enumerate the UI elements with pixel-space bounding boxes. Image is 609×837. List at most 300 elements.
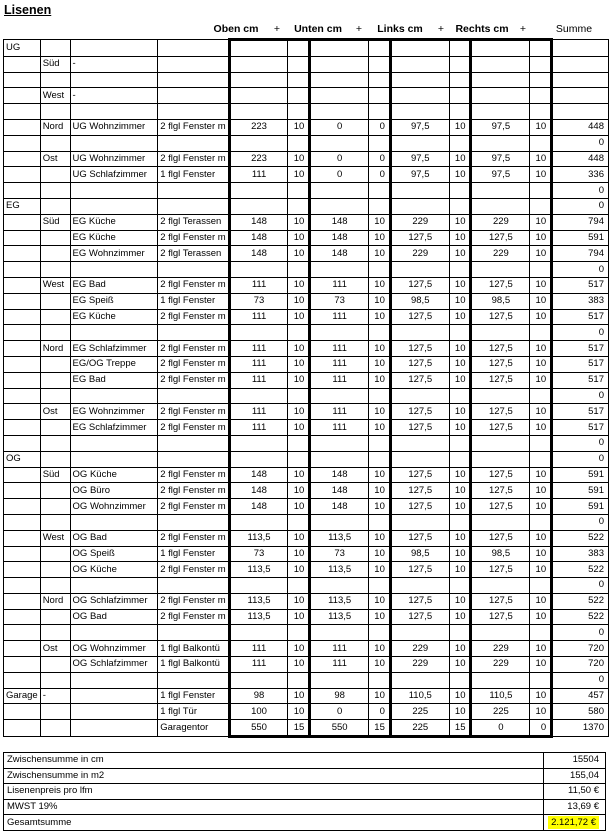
cell-typ: 2 flgl Fenster m [158, 151, 229, 167]
cell-plus-links [449, 625, 471, 641]
cell-plus-unten [369, 72, 391, 88]
cell-links [390, 625, 449, 641]
cell-plus-rechts: 10 [530, 420, 552, 436]
cell-geschoss [4, 151, 41, 167]
cell-links [390, 88, 449, 104]
cell-plus-links: 10 [449, 309, 471, 325]
cell-plus-links: 10 [449, 641, 471, 657]
cell-rechts: 97,5 [471, 167, 530, 183]
cell-rechts: 127,5 [471, 420, 530, 436]
cell-unten: 113,5 [310, 530, 369, 546]
cell-seite: Nord [40, 593, 70, 609]
cell-plus-unten [369, 578, 391, 594]
cell-typ: 2 flgl Fenster m [158, 499, 229, 515]
cell-plus-oben: 10 [288, 341, 310, 357]
cell-seite [40, 372, 70, 388]
cell-plus-rechts [530, 72, 552, 88]
cell-geschoss [4, 214, 41, 230]
cell-links: 127,5 [390, 562, 449, 578]
cell-plus-rechts: 10 [530, 167, 552, 183]
cell-summe: 0 [552, 672, 609, 688]
cell-unten: 111 [310, 341, 369, 357]
cell-rechts [471, 451, 530, 467]
cell-unten: 0 [310, 167, 369, 183]
cell-plus-unten: 10 [369, 420, 391, 436]
cell-plus-rechts: 0 [530, 720, 552, 737]
table-row [4, 483, 609, 499]
cell-summe: 0 [552, 435, 609, 451]
cell-unten [310, 72, 369, 88]
cell-seite [40, 546, 70, 562]
cell-links: 127,5 [390, 530, 449, 546]
cell-raum [70, 104, 158, 120]
cell-links: 127,5 [390, 609, 449, 625]
table-row [4, 230, 609, 246]
cell-summe: 0 [552, 262, 609, 278]
cell-links: 98,5 [390, 546, 449, 562]
cell-rechts: 225 [471, 704, 530, 720]
cell-links: 229 [390, 246, 449, 262]
cell-seite: Süd [40, 467, 70, 483]
cell-summe: 522 [552, 609, 609, 625]
cell-geschoss [4, 388, 41, 404]
cell-oben: 111 [229, 641, 288, 657]
cell-seite [40, 720, 70, 737]
cell-summe: 517 [552, 277, 609, 293]
header-plus-oben: + [273, 23, 281, 35]
cell-rechts: 98,5 [471, 293, 530, 309]
cell-links [390, 40, 449, 57]
cell-plus-links: 10 [449, 151, 471, 167]
cell-typ [158, 72, 229, 88]
cell-plus-links: 10 [449, 467, 471, 483]
cell-raum: EG Schlafzimmer [70, 420, 158, 436]
cell-plus-rechts: 10 [530, 467, 552, 483]
cell-summe: 0 [552, 388, 609, 404]
cell-plus-oben: 10 [288, 562, 310, 578]
cell-typ [158, 388, 229, 404]
cell-unten: 148 [310, 467, 369, 483]
cell-plus-oben: 10 [288, 546, 310, 562]
cell-plus-unten: 10 [369, 609, 391, 625]
cell-plus-unten [369, 198, 391, 214]
cell-plus-oben: 10 [288, 230, 310, 246]
totals-table [3, 752, 606, 831]
cell-typ: 2 flgl Terassen [158, 214, 229, 230]
cell-plus-rechts [530, 672, 552, 688]
table-row [4, 372, 609, 388]
cell-links: 127,5 [390, 404, 449, 420]
cell-links: 127,5 [390, 467, 449, 483]
cell-plus-unten: 10 [369, 562, 391, 578]
cell-oben: 73 [229, 293, 288, 309]
cell-oben [229, 104, 288, 120]
cell-oben: 148 [229, 246, 288, 262]
cell-summe: 794 [552, 246, 609, 262]
cell-seite: Nord [40, 341, 70, 357]
cell-seite: Süd [40, 214, 70, 230]
cell-unten: 111 [310, 356, 369, 372]
cell-plus-links: 10 [449, 499, 471, 515]
cell-raum: EG Speiß [70, 293, 158, 309]
cell-geschoss [4, 483, 41, 499]
cell-links [390, 72, 449, 88]
cell-rechts [471, 625, 530, 641]
cell-seite: Ost [40, 404, 70, 420]
cell-rechts: 127,5 [471, 530, 530, 546]
cell-plus-oben [288, 435, 310, 451]
cell-links: 127,5 [390, 277, 449, 293]
cell-links: 127,5 [390, 593, 449, 609]
cell-typ: 2 flgl Fenster m [158, 119, 229, 135]
cell-oben: 73 [229, 546, 288, 562]
cell-plus-links: 10 [449, 277, 471, 293]
table-row [4, 356, 609, 372]
cell-rechts: 229 [471, 641, 530, 657]
table-row [4, 72, 609, 88]
cell-plus-unten: 10 [369, 657, 391, 673]
cell-links [390, 325, 449, 341]
cell-plus-rechts: 10 [530, 609, 552, 625]
cell-typ: 2 flgl Fenster m [158, 530, 229, 546]
table-row [4, 435, 609, 451]
cell-plus-oben: 10 [288, 704, 310, 720]
totals-row [4, 799, 606, 815]
table-row [4, 704, 609, 720]
cell-unten: 73 [310, 546, 369, 562]
cell-plus-links: 10 [449, 483, 471, 499]
cell-plus-oben: 10 [288, 404, 310, 420]
cell-plus-rechts [530, 183, 552, 199]
cell-unten [310, 198, 369, 214]
cell-seite: West [40, 88, 70, 104]
cell-plus-rechts: 10 [530, 230, 552, 246]
cell-plus-unten [369, 388, 391, 404]
cell-links [390, 435, 449, 451]
cell-plus-unten: 10 [369, 341, 391, 357]
cell-rechts: 97,5 [471, 151, 530, 167]
cell-plus-unten: 15 [369, 720, 391, 737]
cell-oben [229, 672, 288, 688]
cell-typ [158, 672, 229, 688]
cell-plus-links: 10 [449, 546, 471, 562]
cell-summe: 517 [552, 372, 609, 388]
cell-plus-links [449, 514, 471, 530]
table-row [4, 183, 609, 199]
cell-raum [70, 720, 158, 737]
cell-summe: 0 [552, 625, 609, 641]
cell-typ: 2 flgl Fenster m [158, 230, 229, 246]
cell-typ: 2 flgl Fenster m [158, 277, 229, 293]
cell-seite [40, 483, 70, 499]
cell-summe: 591 [552, 230, 609, 246]
cell-summe: 580 [552, 704, 609, 720]
cell-geschoss [4, 593, 41, 609]
cell-raum [70, 704, 158, 720]
cell-links: 229 [390, 641, 449, 657]
cell-geschoss [4, 341, 41, 357]
cell-unten: 113,5 [310, 593, 369, 609]
cell-plus-rechts: 10 [530, 562, 552, 578]
cell-rechts [471, 325, 530, 341]
cell-plus-links: 10 [449, 356, 471, 372]
cell-plus-links [449, 451, 471, 467]
cell-plus-oben: 10 [288, 372, 310, 388]
cell-oben: 148 [229, 483, 288, 499]
cell-plus-rechts: 10 [530, 657, 552, 673]
cell-plus-rechts: 10 [530, 372, 552, 388]
cell-geschoss: EG [4, 198, 41, 214]
cell-links: 127,5 [390, 372, 449, 388]
cell-rechts: 127,5 [471, 483, 530, 499]
cell-plus-unten [369, 451, 391, 467]
cell-plus-unten: 10 [369, 530, 391, 546]
cell-links [390, 578, 449, 594]
cell-seite [40, 388, 70, 404]
table-row [4, 293, 609, 309]
table-row [4, 56, 609, 72]
cell-plus-rechts: 10 [530, 546, 552, 562]
table-row [4, 672, 609, 688]
cell-plus-unten: 0 [369, 704, 391, 720]
cell-plus-oben [288, 514, 310, 530]
table-row [4, 609, 609, 625]
cell-plus-rechts: 10 [530, 214, 552, 230]
cell-plus-oben [288, 325, 310, 341]
cell-seite [40, 262, 70, 278]
cell-plus-rechts [530, 451, 552, 467]
cell-typ: 1 flgl Balkontü [158, 657, 229, 673]
cell-raum: OG Wohnzimmer [70, 641, 158, 657]
cell-unten: 148 [310, 499, 369, 515]
table-row [4, 499, 609, 515]
totals-row [4, 784, 606, 800]
cell-geschoss [4, 530, 41, 546]
cell-links [390, 104, 449, 120]
cell-raum [70, 514, 158, 530]
cell-unten [310, 88, 369, 104]
cell-plus-links: 10 [449, 119, 471, 135]
cell-seite [40, 246, 70, 262]
cell-oben: 100 [229, 704, 288, 720]
cell-plus-rechts: 10 [530, 151, 552, 167]
cell-plus-rechts [530, 88, 552, 104]
cell-raum [70, 135, 158, 151]
cell-typ [158, 135, 229, 151]
cell-geschoss [4, 230, 41, 246]
cell-rechts [471, 183, 530, 199]
cell-plus-unten [369, 325, 391, 341]
cell-typ: 2 flgl Fenster m [158, 356, 229, 372]
cell-plus-rechts: 10 [530, 499, 552, 515]
cell-links: 127,5 [390, 341, 449, 357]
cell-oben: 111 [229, 356, 288, 372]
cell-summe: 457 [552, 688, 609, 704]
cell-plus-unten [369, 104, 391, 120]
totals-label: Zwischensumme in cm [4, 753, 544, 769]
cell-plus-rechts: 10 [530, 483, 552, 499]
cell-seite: Ost [40, 641, 70, 657]
cell-unten: 111 [310, 420, 369, 436]
cell-rechts [471, 88, 530, 104]
cell-oben: 98 [229, 688, 288, 704]
cell-plus-unten [369, 514, 391, 530]
cell-raum: OG Büro [70, 483, 158, 499]
cell-oben [229, 135, 288, 151]
cell-plus-rechts: 10 [530, 277, 552, 293]
cell-rechts: 127,5 [471, 562, 530, 578]
cell-unten: 0 [310, 119, 369, 135]
cell-seite [40, 325, 70, 341]
cell-unten [310, 451, 369, 467]
cell-links: 97,5 [390, 151, 449, 167]
cell-unten [310, 183, 369, 199]
cell-plus-unten [369, 672, 391, 688]
cell-summe [552, 72, 609, 88]
totals-value: 15504 [544, 753, 606, 769]
cell-plus-unten: 10 [369, 372, 391, 388]
cell-seite [40, 72, 70, 88]
cell-plus-unten: 10 [369, 404, 391, 420]
totals-row [4, 753, 606, 769]
table-row [4, 657, 609, 673]
cell-plus-oben: 10 [288, 246, 310, 262]
cell-typ: 1 flgl Balkontü [158, 641, 229, 657]
cell-geschoss [4, 372, 41, 388]
cell-plus-oben: 10 [288, 309, 310, 325]
cell-geschoss [4, 356, 41, 372]
table-row [4, 262, 609, 278]
cell-seite [40, 499, 70, 515]
cell-typ [158, 451, 229, 467]
cell-plus-oben: 10 [288, 293, 310, 309]
header-plus-rechts: + [519, 23, 527, 35]
table-row [4, 104, 609, 120]
cell-geschoss [4, 467, 41, 483]
cell-geschoss [4, 277, 41, 293]
cell-unten: 113,5 [310, 562, 369, 578]
cell-summe: 517 [552, 341, 609, 357]
cell-links: 127,5 [390, 230, 449, 246]
cell-rechts: 127,5 [471, 230, 530, 246]
cell-unten [310, 435, 369, 451]
cell-plus-unten [369, 40, 391, 57]
cell-typ: 2 flgl Fenster m [158, 372, 229, 388]
cell-summe: 0 [552, 451, 609, 467]
cell-typ [158, 40, 229, 57]
cell-unten [310, 104, 369, 120]
cell-plus-unten [369, 183, 391, 199]
cell-rechts: 127,5 [471, 593, 530, 609]
cell-links: 127,5 [390, 499, 449, 515]
cell-plus-rechts: 10 [530, 688, 552, 704]
cell-plus-unten [369, 135, 391, 151]
cell-plus-links: 10 [449, 609, 471, 625]
cell-rechts: 127,5 [471, 372, 530, 388]
cell-plus-unten: 0 [369, 167, 391, 183]
cell-summe: 720 [552, 657, 609, 673]
cell-unten [310, 672, 369, 688]
cell-plus-oben [288, 262, 310, 278]
cell-plus-oben: 10 [288, 277, 310, 293]
cell-summe: 336 [552, 167, 609, 183]
table-row [4, 198, 609, 214]
cell-raum [70, 435, 158, 451]
cell-geschoss [4, 135, 41, 151]
cell-oben [229, 325, 288, 341]
cell-plus-links [449, 388, 471, 404]
cell-plus-links: 10 [449, 246, 471, 262]
cell-plus-links: 10 [449, 593, 471, 609]
cell-links: 98,5 [390, 293, 449, 309]
cell-typ [158, 625, 229, 641]
cell-summe: 517 [552, 420, 609, 436]
cell-plus-rechts [530, 104, 552, 120]
cell-typ [158, 325, 229, 341]
cell-links: 229 [390, 214, 449, 230]
cell-seite: Ost [40, 151, 70, 167]
cell-summe: 794 [552, 214, 609, 230]
cell-oben [229, 56, 288, 72]
header-plus-links: + [437, 23, 445, 35]
cell-geschoss [4, 641, 41, 657]
cell-geschoss [4, 72, 41, 88]
cell-plus-rechts: 10 [530, 246, 552, 262]
cell-rechts [471, 198, 530, 214]
cell-plus-oben [288, 578, 310, 594]
cell-plus-links [449, 325, 471, 341]
header-links: Links cm [377, 23, 423, 35]
cell-summe: 0 [552, 198, 609, 214]
cell-geschoss [4, 293, 41, 309]
cell-plus-oben: 15 [288, 720, 310, 737]
cell-plus-rechts: 10 [530, 404, 552, 420]
cell-raum [70, 40, 158, 57]
cell-oben [229, 435, 288, 451]
cell-unten: 148 [310, 230, 369, 246]
cell-plus-rechts [530, 56, 552, 72]
cell-unten [310, 56, 369, 72]
cell-plus-links: 10 [449, 562, 471, 578]
cell-oben: 148 [229, 467, 288, 483]
cell-rechts [471, 40, 530, 57]
cell-plus-oben: 10 [288, 420, 310, 436]
cell-links: 229 [390, 657, 449, 673]
grand-total-highlight: 2.121,72 € [548, 816, 599, 829]
cell-geschoss [4, 119, 41, 135]
cell-geschoss: OG [4, 451, 41, 467]
cell-links [390, 198, 449, 214]
cell-summe: 591 [552, 483, 609, 499]
cell-plus-rechts: 10 [530, 704, 552, 720]
table-row [4, 641, 609, 657]
cell-unten: 111 [310, 277, 369, 293]
cell-oben: 111 [229, 309, 288, 325]
cell-seite: - [40, 688, 70, 704]
cell-links: 97,5 [390, 167, 449, 183]
cell-plus-oben: 10 [288, 499, 310, 515]
cell-typ [158, 56, 229, 72]
cell-geschoss [4, 309, 41, 325]
table-row [4, 88, 609, 104]
cell-raum: UG Wohnzimmer [70, 151, 158, 167]
cell-seite [40, 514, 70, 530]
cell-seite: West [40, 277, 70, 293]
cell-plus-links: 10 [449, 167, 471, 183]
cell-geschoss [4, 562, 41, 578]
cell-summe: 0 [552, 183, 609, 199]
cell-plus-rechts: 10 [530, 356, 552, 372]
